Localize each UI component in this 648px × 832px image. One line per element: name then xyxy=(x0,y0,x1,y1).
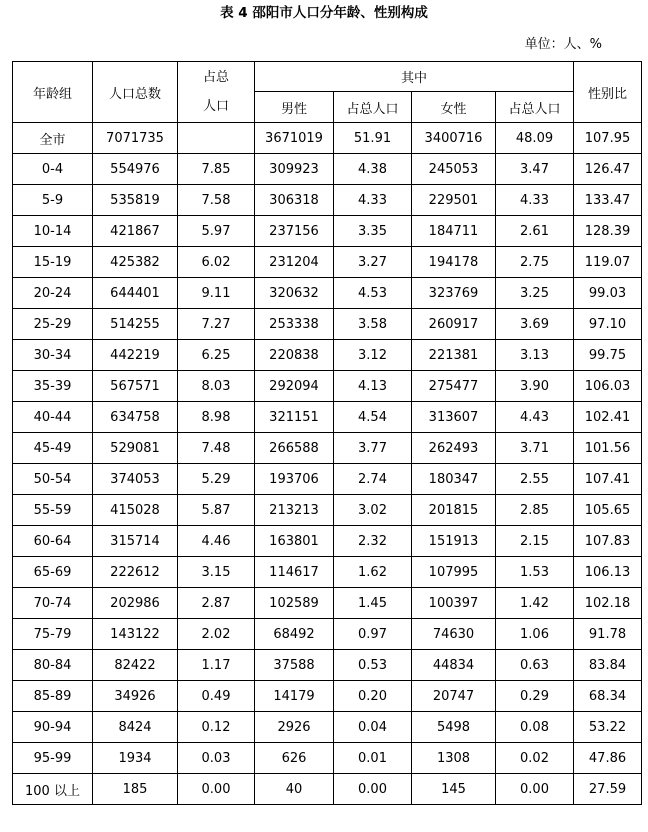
table-row xyxy=(13,712,642,743)
female-share-cell: 3.71 xyxy=(496,433,574,464)
population-table xyxy=(12,61,642,805)
share-cell: 2.02 xyxy=(178,619,255,650)
age-group-cell: 100 以上 xyxy=(13,774,93,805)
header-age-group: 年龄组 xyxy=(13,62,93,123)
table-row xyxy=(13,340,642,371)
total-cell: 143122 xyxy=(93,619,178,650)
sex-ratio-cell: 97.10 xyxy=(574,309,642,340)
male-share-cell: 4.53 xyxy=(334,278,412,309)
header-female: 女性 xyxy=(412,92,496,123)
table-body xyxy=(13,123,642,805)
sex-ratio-cell: 102.18 xyxy=(574,588,642,619)
total-cell: 7071735 xyxy=(93,123,178,154)
female-cell: 323769 xyxy=(412,278,496,309)
share-cell: 7.48 xyxy=(178,433,255,464)
female-cell: 145 xyxy=(412,774,496,805)
age-group-cell: 50-54 xyxy=(13,464,93,495)
male-cell: 114617 xyxy=(255,557,334,588)
table-row xyxy=(13,278,642,309)
female-cell: 201815 xyxy=(412,495,496,526)
header-of-which: 其中 xyxy=(255,62,574,92)
male-cell: 237156 xyxy=(255,216,334,247)
male-cell: 193706 xyxy=(255,464,334,495)
sex-ratio-cell: 107.95 xyxy=(574,123,642,154)
male-cell: 213213 xyxy=(255,495,334,526)
total-cell: 567571 xyxy=(93,371,178,402)
table-row xyxy=(13,464,642,495)
table-row xyxy=(13,309,642,340)
share-cell: 6.02 xyxy=(178,247,255,278)
male-share-cell: 0.53 xyxy=(334,650,412,681)
sex-ratio-cell: 83.84 xyxy=(574,650,642,681)
age-group-cell: 10-14 xyxy=(13,216,93,247)
table-row xyxy=(13,650,642,681)
sex-ratio-cell: 91.78 xyxy=(574,619,642,650)
total-cell: 442219 xyxy=(93,340,178,371)
age-group-cell: 90-94 xyxy=(13,712,93,743)
total-cell: 8424 xyxy=(93,712,178,743)
female-cell: 313607 xyxy=(412,402,496,433)
sex-ratio-cell: 53.22 xyxy=(574,712,642,743)
table-row xyxy=(13,371,642,402)
male-share-cell: 4.38 xyxy=(334,154,412,185)
table-row xyxy=(13,743,642,774)
table-title: 表 4 邵阳市人口分年龄、性别构成 xyxy=(220,5,428,21)
share-cell: 5.87 xyxy=(178,495,255,526)
male-cell: 102589 xyxy=(255,588,334,619)
share-cell: 5.97 xyxy=(178,216,255,247)
male-cell: 320632 xyxy=(255,278,334,309)
female-share-cell: 0.08 xyxy=(496,712,574,743)
female-share-cell: 2.61 xyxy=(496,216,574,247)
total-cell: 185 xyxy=(93,774,178,805)
female-share-cell: 0.02 xyxy=(496,743,574,774)
share-cell: 0.03 xyxy=(178,743,255,774)
age-group-cell: 15-19 xyxy=(13,247,93,278)
sex-ratio-cell: 99.03 xyxy=(574,278,642,309)
table-row xyxy=(13,185,642,216)
share-cell: 7.85 xyxy=(178,154,255,185)
age-group-cell: 55-59 xyxy=(13,495,93,526)
female-share-cell: 0.00 xyxy=(496,774,574,805)
age-group-cell: 75-79 xyxy=(13,619,93,650)
sex-ratio-cell: 119.07 xyxy=(574,247,642,278)
table-row xyxy=(13,681,642,712)
share-cell: 7.58 xyxy=(178,185,255,216)
table-row xyxy=(13,154,642,185)
sex-ratio-cell: 133.47 xyxy=(574,185,642,216)
male-share-cell: 3.02 xyxy=(334,495,412,526)
male-cell: 626 xyxy=(255,743,334,774)
total-cell: 634758 xyxy=(93,402,178,433)
table-row xyxy=(13,247,642,278)
male-cell: 3671019 xyxy=(255,123,334,154)
header-female-share: 占总人口 xyxy=(496,92,574,123)
female-cell: 260917 xyxy=(412,309,496,340)
age-group-cell: 20-24 xyxy=(13,278,93,309)
male-share-cell: 0.97 xyxy=(334,619,412,650)
table-row xyxy=(13,557,642,588)
female-share-cell: 3.90 xyxy=(496,371,574,402)
header-male: 男性 xyxy=(255,92,334,123)
age-group-cell: 70-74 xyxy=(13,588,93,619)
female-cell: 151913 xyxy=(412,526,496,557)
total-cell: 202986 xyxy=(93,588,178,619)
share-cell: 8.03 xyxy=(178,371,255,402)
age-group-cell: 30-34 xyxy=(13,340,93,371)
share-cell: 1.17 xyxy=(178,650,255,681)
female-share-cell: 3.25 xyxy=(496,278,574,309)
male-share-cell: 1.45 xyxy=(334,588,412,619)
share-cell xyxy=(178,123,255,154)
sex-ratio-cell: 27.59 xyxy=(574,774,642,805)
male-cell: 292094 xyxy=(255,371,334,402)
male-share-cell: 2.74 xyxy=(334,464,412,495)
table-row xyxy=(13,402,642,433)
male-share-cell: 3.35 xyxy=(334,216,412,247)
total-cell: 34926 xyxy=(93,681,178,712)
share-cell: 0.49 xyxy=(178,681,255,712)
male-share-cell: 4.33 xyxy=(334,185,412,216)
female-cell: 194178 xyxy=(412,247,496,278)
total-cell: 415028 xyxy=(93,495,178,526)
male-share-cell: 0.20 xyxy=(334,681,412,712)
male-cell: 266588 xyxy=(255,433,334,464)
male-cell: 37588 xyxy=(255,650,334,681)
female-cell: 262493 xyxy=(412,433,496,464)
table-row xyxy=(13,495,642,526)
header-sex-ratio: 性别比 xyxy=(574,62,642,123)
male-share-cell: 0.04 xyxy=(334,712,412,743)
table-row xyxy=(13,774,642,805)
female-share-cell: 48.09 xyxy=(496,123,574,154)
table-row xyxy=(13,216,642,247)
male-share-cell: 0.00 xyxy=(334,774,412,805)
table-header xyxy=(13,62,642,123)
female-share-cell: 4.33 xyxy=(496,185,574,216)
female-cell: 221381 xyxy=(412,340,496,371)
male-cell: 220838 xyxy=(255,340,334,371)
male-share-cell: 2.32 xyxy=(334,526,412,557)
total-cell: 421867 xyxy=(93,216,178,247)
male-share-cell: 3.77 xyxy=(334,433,412,464)
table-row xyxy=(13,433,642,464)
header-male-share: 占总人口 xyxy=(334,92,412,123)
female-cell: 5498 xyxy=(412,712,496,743)
age-group-cell: 45-49 xyxy=(13,433,93,464)
female-cell: 20747 xyxy=(412,681,496,712)
total-cell: 529081 xyxy=(93,433,178,464)
female-cell: 229501 xyxy=(412,185,496,216)
total-cell: 1934 xyxy=(93,743,178,774)
age-group-cell: 60-64 xyxy=(13,526,93,557)
total-cell: 222612 xyxy=(93,557,178,588)
sex-ratio-cell: 106.03 xyxy=(574,371,642,402)
table-row xyxy=(13,619,642,650)
age-group-cell: 全市 xyxy=(13,123,93,154)
sex-ratio-cell: 126.47 xyxy=(574,154,642,185)
age-group-cell: 95-99 xyxy=(13,743,93,774)
sex-ratio-cell: 101.56 xyxy=(574,433,642,464)
sex-ratio-cell: 102.41 xyxy=(574,402,642,433)
share-cell: 5.29 xyxy=(178,464,255,495)
share-cell: 2.87 xyxy=(178,588,255,619)
sex-ratio-cell: 68.34 xyxy=(574,681,642,712)
female-share-cell: 4.43 xyxy=(496,402,574,433)
female-cell: 1308 xyxy=(412,743,496,774)
share-cell: 9.11 xyxy=(178,278,255,309)
total-cell: 425382 xyxy=(93,247,178,278)
header-share-line1: 占总 xyxy=(202,70,229,85)
female-cell: 100397 xyxy=(412,588,496,619)
male-cell: 40 xyxy=(255,774,334,805)
female-cell: 245053 xyxy=(412,154,496,185)
male-share-cell: 3.12 xyxy=(334,340,412,371)
male-share-cell: 0.01 xyxy=(334,743,412,774)
male-share-cell: 3.58 xyxy=(334,309,412,340)
sex-ratio-cell: 47.86 xyxy=(574,743,642,774)
total-cell: 82422 xyxy=(93,650,178,681)
female-share-cell: 3.13 xyxy=(496,340,574,371)
age-group-cell: 40-44 xyxy=(13,402,93,433)
table-row xyxy=(13,588,642,619)
share-cell: 3.15 xyxy=(178,557,255,588)
header-share-line2: 人口 xyxy=(202,99,229,114)
total-cell: 315714 xyxy=(93,526,178,557)
total-cell: 535819 xyxy=(93,185,178,216)
male-cell: 231204 xyxy=(255,247,334,278)
female-cell: 180347 xyxy=(412,464,496,495)
share-cell: 4.46 xyxy=(178,526,255,557)
age-group-cell: 85-89 xyxy=(13,681,93,712)
unit-note: 单位：人、% xyxy=(524,37,602,52)
share-cell: 8.98 xyxy=(178,402,255,433)
age-group-cell: 35-39 xyxy=(13,371,93,402)
male-cell: 321151 xyxy=(255,402,334,433)
female-share-cell: 3.69 xyxy=(496,309,574,340)
sex-ratio-cell: 128.39 xyxy=(574,216,642,247)
share-cell: 0.12 xyxy=(178,712,255,743)
total-cell: 554976 xyxy=(93,154,178,185)
male-share-cell: 1.62 xyxy=(334,557,412,588)
age-group-cell: 0-4 xyxy=(13,154,93,185)
header-total: 人口总数 xyxy=(93,62,178,123)
female-share-cell: 2.15 xyxy=(496,526,574,557)
female-share-cell: 3.47 xyxy=(496,154,574,185)
female-cell: 3400716 xyxy=(412,123,496,154)
female-share-cell: 1.42 xyxy=(496,588,574,619)
female-share-cell: 2.55 xyxy=(496,464,574,495)
female-share-cell: 1.53 xyxy=(496,557,574,588)
female-cell: 275477 xyxy=(412,371,496,402)
table-row xyxy=(13,123,642,154)
female-share-cell: 2.85 xyxy=(496,495,574,526)
total-cell: 374053 xyxy=(93,464,178,495)
male-cell: 306318 xyxy=(255,185,334,216)
male-share-cell: 3.27 xyxy=(334,247,412,278)
total-cell: 514255 xyxy=(93,309,178,340)
age-group-cell: 5-9 xyxy=(13,185,93,216)
total-cell: 644401 xyxy=(93,278,178,309)
female-share-cell: 0.29 xyxy=(496,681,574,712)
male-cell: 68492 xyxy=(255,619,334,650)
sex-ratio-cell: 107.41 xyxy=(574,464,642,495)
male-cell: 253338 xyxy=(255,309,334,340)
share-cell: 6.25 xyxy=(178,340,255,371)
male-share-cell: 4.13 xyxy=(334,371,412,402)
sex-ratio-cell: 106.13 xyxy=(574,557,642,588)
sex-ratio-cell: 105.65 xyxy=(574,495,642,526)
share-cell: 0.00 xyxy=(178,774,255,805)
male-cell: 2926 xyxy=(255,712,334,743)
female-cell: 74630 xyxy=(412,619,496,650)
share-cell: 7.27 xyxy=(178,309,255,340)
male-share-cell: 4.54 xyxy=(334,402,412,433)
age-group-cell: 80-84 xyxy=(13,650,93,681)
male-cell: 14179 xyxy=(255,681,334,712)
female-share-cell: 2.75 xyxy=(496,247,574,278)
age-group-cell: 65-69 xyxy=(13,557,93,588)
female-cell: 184711 xyxy=(412,216,496,247)
sex-ratio-cell: 99.75 xyxy=(574,340,642,371)
female-cell: 107995 xyxy=(412,557,496,588)
male-cell: 309923 xyxy=(255,154,334,185)
female-share-cell: 0.63 xyxy=(496,650,574,681)
male-cell: 163801 xyxy=(255,526,334,557)
male-share-cell: 51.91 xyxy=(334,123,412,154)
female-cell: 44834 xyxy=(412,650,496,681)
female-share-cell: 1.06 xyxy=(496,619,574,650)
header-share xyxy=(178,62,255,123)
age-group-cell: 25-29 xyxy=(13,309,93,340)
sex-ratio-cell: 107.83 xyxy=(574,526,642,557)
table-row xyxy=(13,526,642,557)
